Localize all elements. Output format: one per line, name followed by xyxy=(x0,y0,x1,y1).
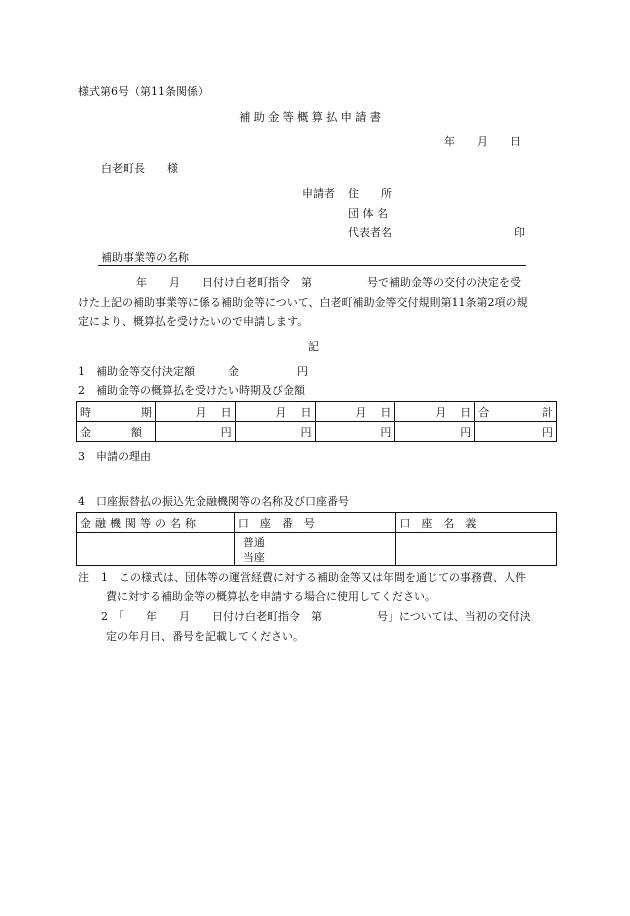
body-line-1: 年 月 日付け白老町指令 第 号で補助金等の交付の決定を受 xyxy=(136,276,521,289)
item1-yen: 円 xyxy=(297,365,308,378)
account-type-cell[interactable] xyxy=(234,533,396,566)
bank-name-header: 金融機関等の名称 xyxy=(77,513,235,533)
period-cell-3[interactable]: 月 日 xyxy=(315,402,395,422)
amount-cell-4[interactable]: 円 xyxy=(395,422,475,442)
amount-cell-3[interactable]: 円 xyxy=(315,422,395,442)
note2-line-2: 定の年月日、番号を記載してください。 xyxy=(106,630,304,643)
amount-cell-1[interactable]: 円 xyxy=(155,422,235,442)
schedule-amount-row xyxy=(77,422,557,442)
note1-number: 1 xyxy=(101,571,108,584)
account-type-futsu: 普通 xyxy=(242,536,265,549)
period-label-cell: 時 期 xyxy=(77,402,156,422)
account-holder-cell[interactable] xyxy=(396,533,557,566)
ki-heading: 記 xyxy=(308,340,319,353)
note1-line-2: 費に対する補助金等の概算払を申請する場合に使用してください。 xyxy=(106,590,436,603)
item1-label: 1 補助金等交付決定額 xyxy=(78,365,195,378)
addressee: 白老町長 様 xyxy=(101,162,178,175)
schedule-period-row xyxy=(77,402,557,422)
item1-kin: 金 xyxy=(228,365,239,378)
bank-name-cell[interactable] xyxy=(77,533,235,566)
amount-cell-2[interactable]: 円 xyxy=(235,422,315,442)
note2-number: 2 xyxy=(101,610,108,623)
item3-label: 3 申請の理由 xyxy=(78,450,151,463)
bank-value-row xyxy=(77,533,557,566)
account-number-header: 口 座 番 号 xyxy=(234,513,396,533)
applicant-label: 申請者 xyxy=(302,187,335,200)
representative-label: 代表者名 xyxy=(348,226,392,239)
period-cell-4[interactable]: 月 日 xyxy=(395,402,475,422)
body-line-3: 定により、概算払を受けたいので申請します。 xyxy=(78,315,309,328)
account-holder-header: 口 座 名 義 xyxy=(396,513,557,533)
project-name-underline xyxy=(98,265,526,266)
amount-total-cell[interactable]: 円 xyxy=(475,422,557,442)
body-line-2: けた上記の補助事業等に係る補助金等について、白老町補助金等交付規則第11条第2項の規 xyxy=(78,296,528,309)
item4-label: 4 口座振替払の振込先金融機関等の名称及び口座番号 xyxy=(78,495,349,508)
address-label: 住 所 xyxy=(348,187,392,200)
form-number: 様式第6号（第11条関係） xyxy=(78,85,209,98)
project-name-label: 補助事業等の名称 xyxy=(101,251,189,264)
note-label: 注 xyxy=(78,571,89,584)
form-title: 補助金等概算払申請書 xyxy=(239,110,384,124)
period-cell-2[interactable]: 月 日 xyxy=(235,402,315,422)
account-type-toza: 当座 xyxy=(242,551,265,564)
schedule-table xyxy=(76,401,557,442)
bank-header-row xyxy=(77,513,557,533)
total-label-cell: 合 計 xyxy=(475,402,557,422)
item2-label: 2 補助金等の概算払を受けたい時期及び金額 xyxy=(78,384,305,397)
period-cell-1[interactable]: 月 日 xyxy=(155,402,235,422)
org-name-label: 団 体 名 xyxy=(348,207,388,220)
date-line: 年 月 日 xyxy=(444,135,521,148)
seal-mark: 印 xyxy=(514,226,525,239)
note2-line-1: 「 年 月 日付け白老町指令 第 号」については、当初の交付決 xyxy=(113,610,531,623)
note1-line-1: この様式は、団体等の運営経費に対する補助金等又は年間を通じての事務費、人件 xyxy=(119,571,526,584)
amount-label-cell: 金 額 xyxy=(77,422,156,442)
bank-table xyxy=(76,512,557,566)
